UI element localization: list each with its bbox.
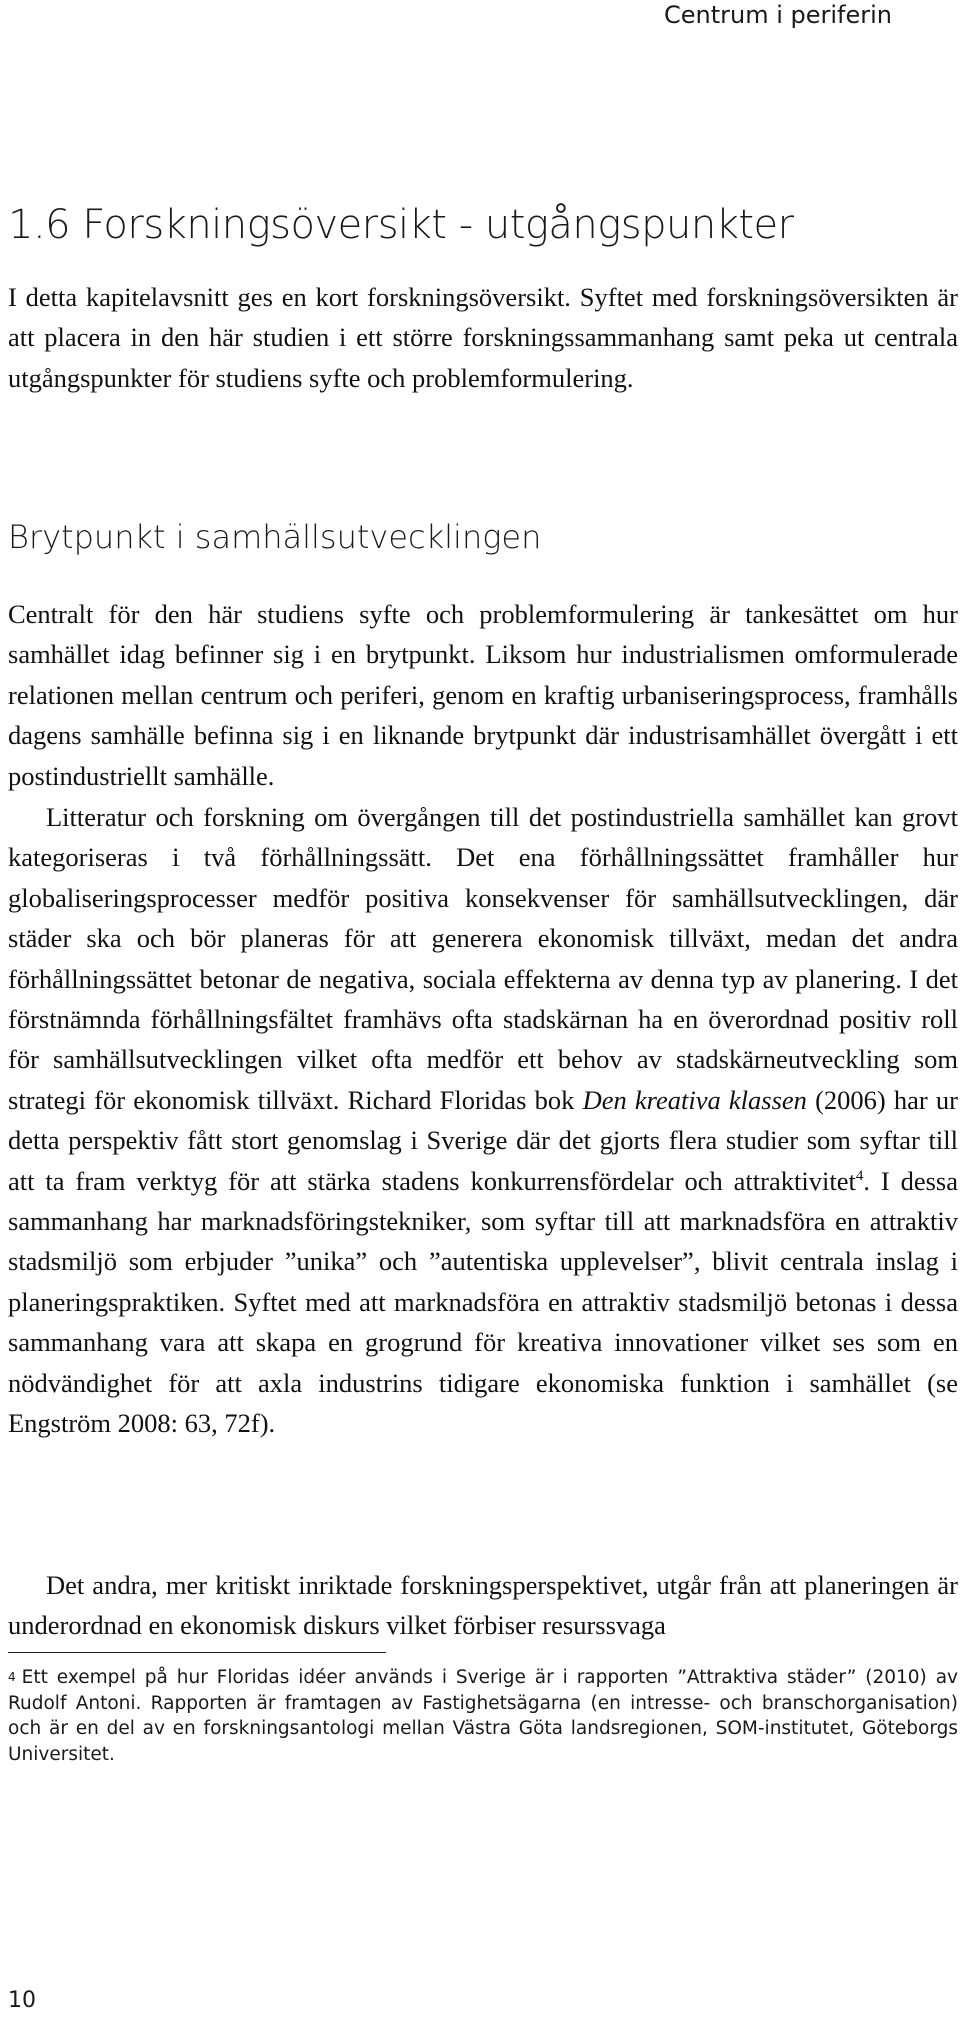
page-number: 10 [8,1988,36,2013]
footnote-text: Ett exempel på hur Floridas idéer används i Sverige är i rapporten ”Attraktiva städer” (2010) av Rudolf Antoni. Rapporten är framtagen av Fastighetsägarna (en intresse- och branschorganisation) och är en del av en forskningsantologi mellan Västra Göta landsregionen, SOM-institutet, Göteborgs Universitet. [8,1667,958,1765]
body-paragraph-2 [8,797,958,1444]
book-title: Den kreativa klassen [582,1084,807,1115]
chapter-heading: 1.6 Forskningsöversikt - utgångspunkter [8,202,794,248]
footnote-mark: 4 [8,1670,16,1684]
intro-paragraph: I detta kapitelavsnitt ges en kort forskningsöversikt. Syftet med forskningsöversikten är att placera in den här studien i ett större forskningssammanhang samt peka ut centrala utgångspunkter för studiens syfte och problemformulering. [8,282,958,393]
paragraph-text: (2006) har ur detta perspektiv fått stort genomslag i Sverige där det gjorts flera studier som syftar till att ta fram verktyg för att stärka stadens konkurrensfördelar och attraktivitet [8,1084,958,1196]
running-header: Centrum i periferin [663,1,892,29]
footnote-reference[interactable]: 4 [855,1167,864,1184]
body-paragraph-3: Det andra, mer kritiskt inriktade forskningsperspektivet, utgår från att planeringen är underordnad en ekonomisk diskurs vilket förbiser resurssvaga [8,1570,958,1641]
paragraph-text: Litteratur och forskning om övergången till det postindustriella samhället kan grovt kategoriseras i två förhållningssätt. Det ena förhållningssättet framhåller hur globaliseringsprocesser medför positiva konsekvenser för samhällsutvecklingen, där städer ska och bör planeras för att generera ekonomisk tillväxt, medan det andra förhållningssättet betonar de negativa, sociala effekterna av denna typ av planering. I det förstnämnda förhållningsfältet framhävs ofta stadskärnan ha en överordnad positiv roll för samhällsutvecklingen vilket ofta medför ett behov av stadskärneutveckling som strategi för ekonomisk tillväxt. Richard Floridas bok [8,802,958,1115]
body-paragraph-1: Centralt för den här studiens syfte och problemformulering är tankesättet om hur samhället idag befinner sig i en brytpunkt. Liksom hur industrialismen omformulerade relationen mellan centrum och periferi, genom en kraftig urbaniseringsprocess, framhålls dagens samhälle befinna sig i en liknande brytpunkt där industrisamhället övergått i ett postindustriellt samhälle. [8,599,958,791]
footnote [8,1665,958,1767]
footnote-divider [8,1652,386,1653]
paragraph-text: . I dessa sammanhang har marknadsföringstekniker, som syftar till att marknadsföra en attraktiv stadsmiljö som erbjuder ”unika” och ”autentiska upplevelser”, blivit centrala inslag i planeringspraktiken. Syftet med att marknadsföra en attraktiv stadsmiljö betonas i dessa sammanhang vara att skapa en grogrund för kreativa innovationer vilket ses som en nödvändighet för att axla industrins tidigare ekonomiska funktion i samhället (se Engström 2008: 63, 72f). [8,1165,958,1439]
section-heading: Brytpunkt i samhällsutvecklingen [8,518,542,556]
